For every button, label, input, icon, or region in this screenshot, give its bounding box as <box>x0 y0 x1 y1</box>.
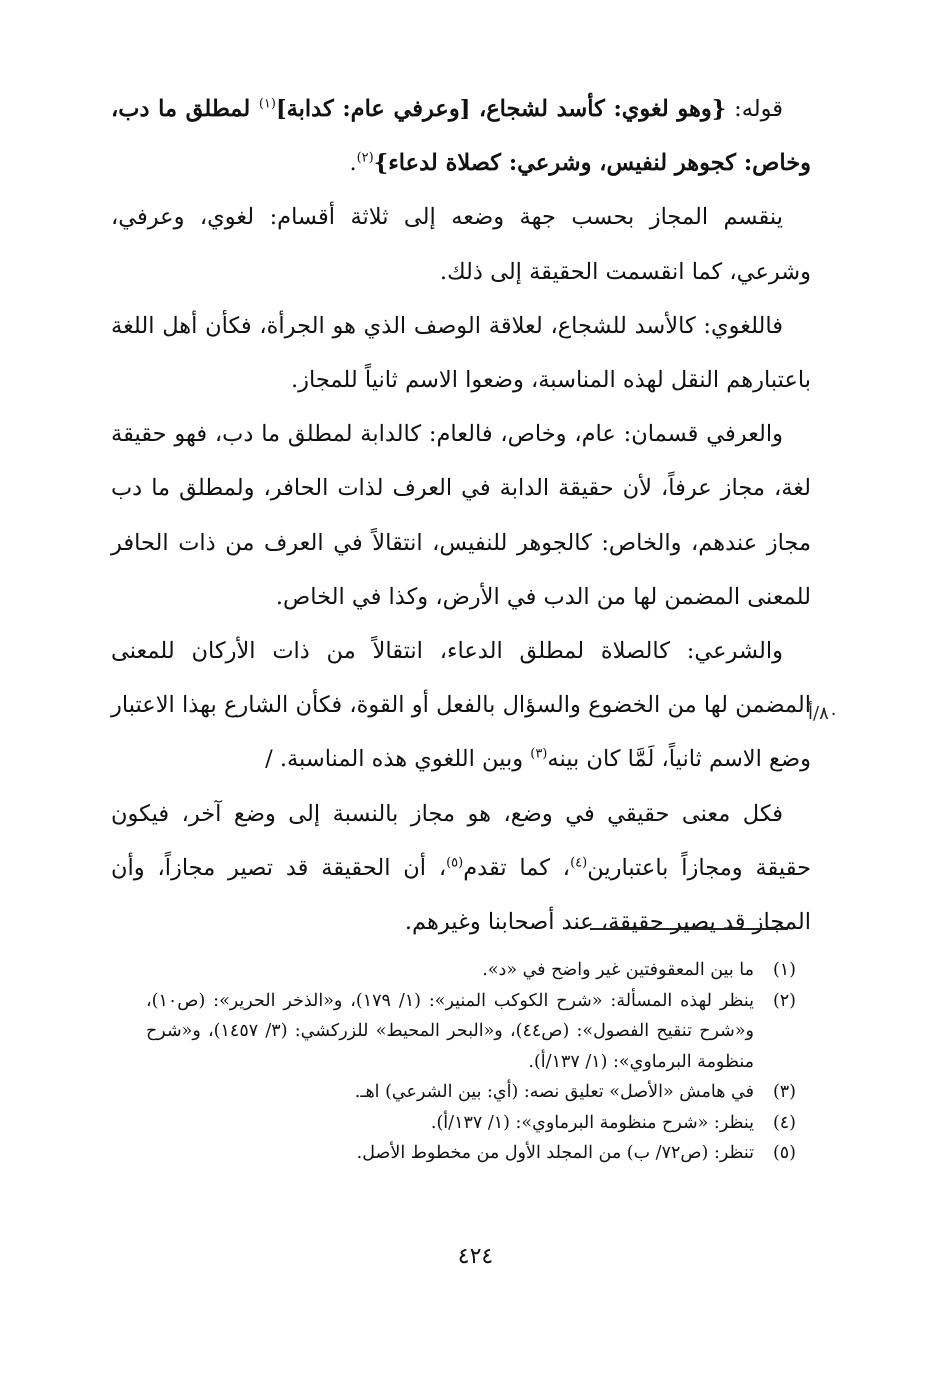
footnotes <box>146 955 796 1169</box>
quote-text-part-1: {وهو لغوي: كأسد لشجاع، [وعرفي عام: كدابة] <box>275 96 727 122</box>
footnote-number: (٢) <box>772 990 796 1011</box>
footnote-2 <box>146 986 796 1078</box>
paragraph-linguistic: فاللغوي: كالأسد للشجاع، لعلاقة الوصف الذي هو الجرأة، فكأن أهل اللغة باعتبارهم النقل لهذه المناسبة، وضعوا الاسم ثانياً للمجاز. <box>111 312 811 394</box>
paragraph-division: ينقسم المجاز بحسب جهة وضعه إلى ثلاثة أقسام: لغوي، وعرفي، وشرعي، كما انقسمت الحقيقة إلى ذلك. <box>111 204 811 285</box>
footnote-3 <box>146 1077 796 1108</box>
paragraph-conclusion-text-b: ، كما تقدم <box>463 854 571 881</box>
quote-intro: قوله: <box>726 96 784 122</box>
paragraph-legal <box>111 624 811 787</box>
paragraph-customary: والعرفي قسمان: عام، وخاص، فالعام: كالدابة لمطلق ما دب، فهو حقيقة لغة، مجاز عرفاً، لأن حقيقة الدابة في العرف لذات الحافر، ولمطلق ما دب مجاز عندهم، والخاص: كالجوهر للنفيس، انتقالاً في العرف من ذات الحافر للمعنى المضمن لها من الدب في الأرض، وكذا في الخاص. <box>111 421 811 610</box>
footnote-number: (٥) <box>772 1143 796 1163</box>
footnote-text: تنظر: (ص٧٢/ ب) من المجلد الأول من مخطوط الأصل. <box>356 1143 754 1163</box>
footnote-text: ما بين المعقوفتين غير واضح في «د». <box>482 960 754 980</box>
main-text <box>111 82 811 949</box>
paragraph-conclusion-text-c: ، أن الحقيقة قد تصير مجازاً، وأن المجاز قد يصير حقيقة، عند أصحابنا وغيرهم. <box>111 854 811 936</box>
footnote-number: (٣) <box>772 1082 796 1102</box>
footnote-ref-2: (٢) <box>356 150 374 166</box>
footnote-ref-3: (٣) <box>530 746 548 762</box>
paragraph-conclusion-text-a: فكل معنى حقيقي في وضع، هو مجاز بالنسبة إلى وضع آخر، فيكون حقيقة ومجازاً باعتبارين <box>111 800 811 881</box>
quote-text-part-2: لمطلق ما دب، وخاص: كجوهر لنفيس، وشرعي: كصلاة لدعاء} <box>111 96 811 177</box>
paragraph-conclusion <box>111 787 811 950</box>
quoted-matn-paragraph <box>111 82 811 190</box>
footnote-ref-1: (١) <box>258 96 276 112</box>
quote-end: . <box>349 150 357 177</box>
manuscript-folio-marker: ٨٠/أ <box>808 703 839 724</box>
footnote-separator <box>590 928 788 930</box>
footnote-text: ينظر: «شرح منظومة البرماوي»: (١/ ١٣٧/أ). <box>430 1112 754 1133</box>
footnote-number: (١) <box>772 960 796 980</box>
footnote-4 <box>146 1108 796 1139</box>
footnote-number: (٤) <box>772 1112 796 1133</box>
paragraph-legal-text-a: والشرعي: كالصلاة لمطلق الدعاء، انتقالاً من ذات الأركان للمعنى المضمن لها من الخضوع والسؤال بالفعل أو القوة، فكأن الشارع بهذا الاعتبار وضع الاسم ثانياً، لَمَّا كان بينه <box>111 638 811 773</box>
footnote-text: في هامش «الأصل» تعليق نصه: (أي: بين الشرعي) اهـ. <box>354 1082 754 1102</box>
footnote-text: ينظر لهذه المسألة: «شرح الكوكب المنير»: (١/ ١٧٩)، و«الذخر الحرير»: (ص١٠)، و«شرح تنقيح الفصول»: (ص٤٤)، و«البحر المحيط» للزركشي: (٣/ ١٤٥٧)، و«شرح منظومة البرماوي»: (١/ ١٣٧/أ). <box>146 990 754 1072</box>
page-number: ٤٢٤ <box>457 1244 494 1269</box>
footnote-5 <box>146 1138 796 1169</box>
footnote-1 <box>146 955 796 986</box>
footnote-ref-4: (٤) <box>570 855 588 871</box>
paragraph-legal-text-b: وبين اللغوي هذه المناسبة. / <box>265 746 531 773</box>
footnote-ref-5: (٥) <box>446 855 464 871</box>
